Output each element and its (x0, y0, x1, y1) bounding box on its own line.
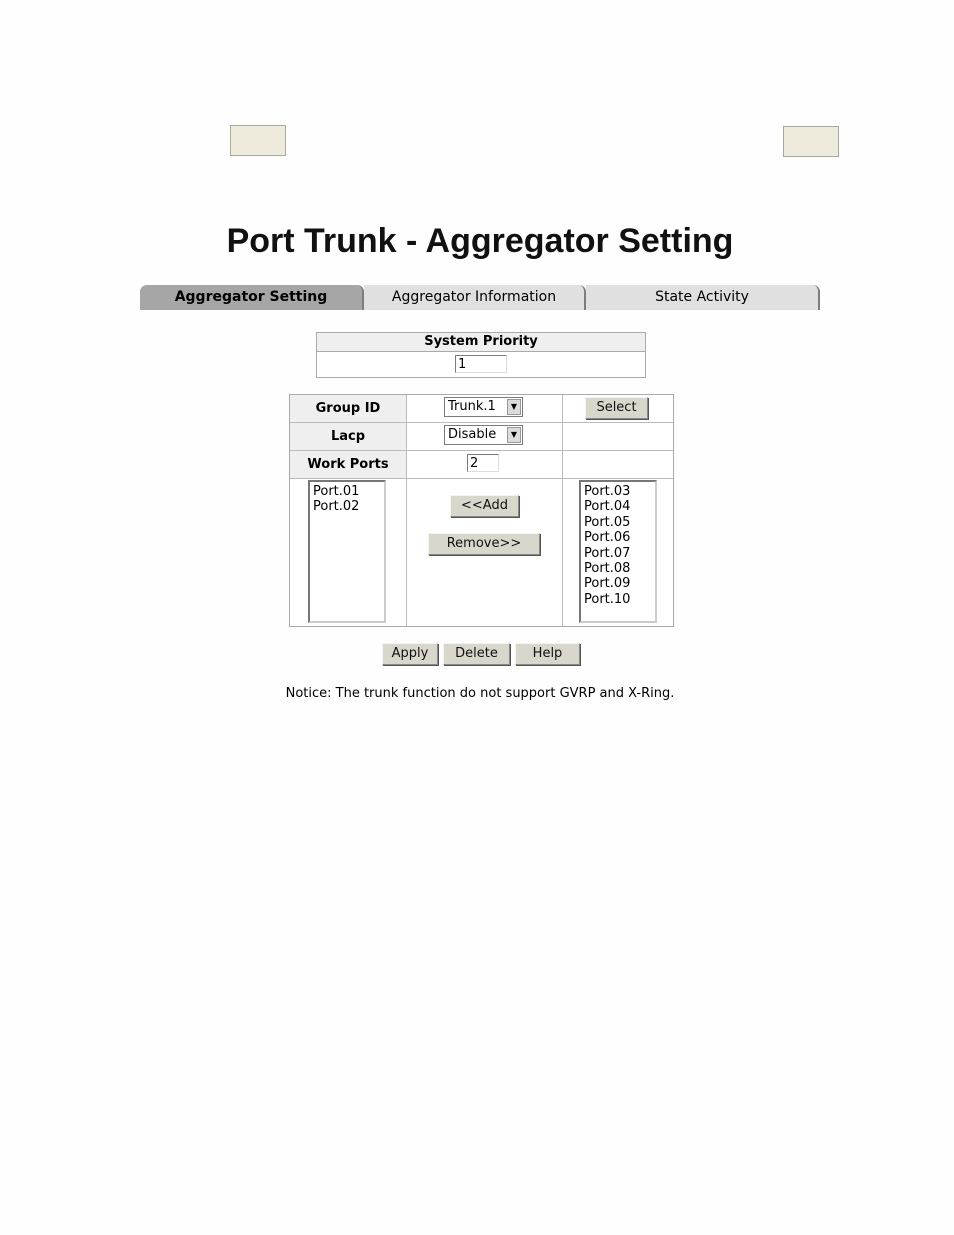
list-item[interactable]: Port.06 (584, 530, 631, 546)
column-divider (406, 395, 407, 626)
work-ports-label: Work Ports (307, 457, 389, 472)
page-title: Port Trunk - Aggregator Setting (226, 222, 734, 260)
row-divider (290, 422, 673, 423)
available-ports-list[interactable] (579, 480, 657, 623)
list-item[interactable]: Port.07 (584, 545, 631, 561)
tab-bar (140, 285, 820, 311)
delete-button[interactable]: Delete (443, 643, 510, 665)
header-left-button[interactable] (230, 125, 286, 156)
lacp-select[interactable] (444, 425, 523, 445)
list-item[interactable]: Port.03 (584, 484, 631, 499)
row-divider (290, 478, 673, 479)
row-divider (290, 450, 673, 451)
system-priority-label: System Priority (317, 333, 645, 352)
group-id-select[interactable] (444, 397, 523, 417)
list-item[interactable]: Port.05 (584, 514, 631, 530)
apply-button[interactable]: Apply (382, 643, 438, 665)
column-divider (562, 395, 563, 626)
list-item[interactable]: Port.01 (313, 484, 360, 499)
lacp-value: Disable (448, 427, 497, 442)
chevron-down-icon: ▼ (507, 427, 521, 443)
work-ports-input[interactable]: 2 (467, 454, 499, 472)
lacp-label: Lacp (330, 429, 366, 444)
add-button[interactable]: <<Add (450, 495, 519, 517)
member-ports-list[interactable] (308, 480, 386, 623)
list-item[interactable]: Port.08 (584, 561, 631, 577)
select-button[interactable]: Select (585, 397, 648, 419)
list-item[interactable]: Port.09 (584, 576, 631, 592)
group-id-value: Trunk.1 (448, 399, 496, 414)
remove-button[interactable]: Remove>> (428, 533, 540, 555)
notice-text: Notice: The trunk function do not support GVRP and X-Ring. (285, 686, 675, 701)
tab-state-activity[interactable]: State Activity (586, 285, 820, 310)
group-id-label: Group ID (315, 401, 381, 416)
list-item[interactable]: Port.04 (584, 499, 631, 515)
tab-aggregator-setting[interactable]: Aggregator Setting (140, 285, 364, 310)
system-priority-input[interactable]: 1 (455, 355, 507, 373)
list-item[interactable]: Port.02 (313, 499, 360, 515)
chevron-down-icon: ▼ (507, 399, 521, 415)
tab-aggregator-information[interactable]: Aggregator Information (364, 285, 586, 310)
help-button[interactable]: Help (515, 643, 580, 665)
list-item[interactable]: Port.10 (584, 591, 631, 607)
header-right-button[interactable] (783, 126, 839, 157)
